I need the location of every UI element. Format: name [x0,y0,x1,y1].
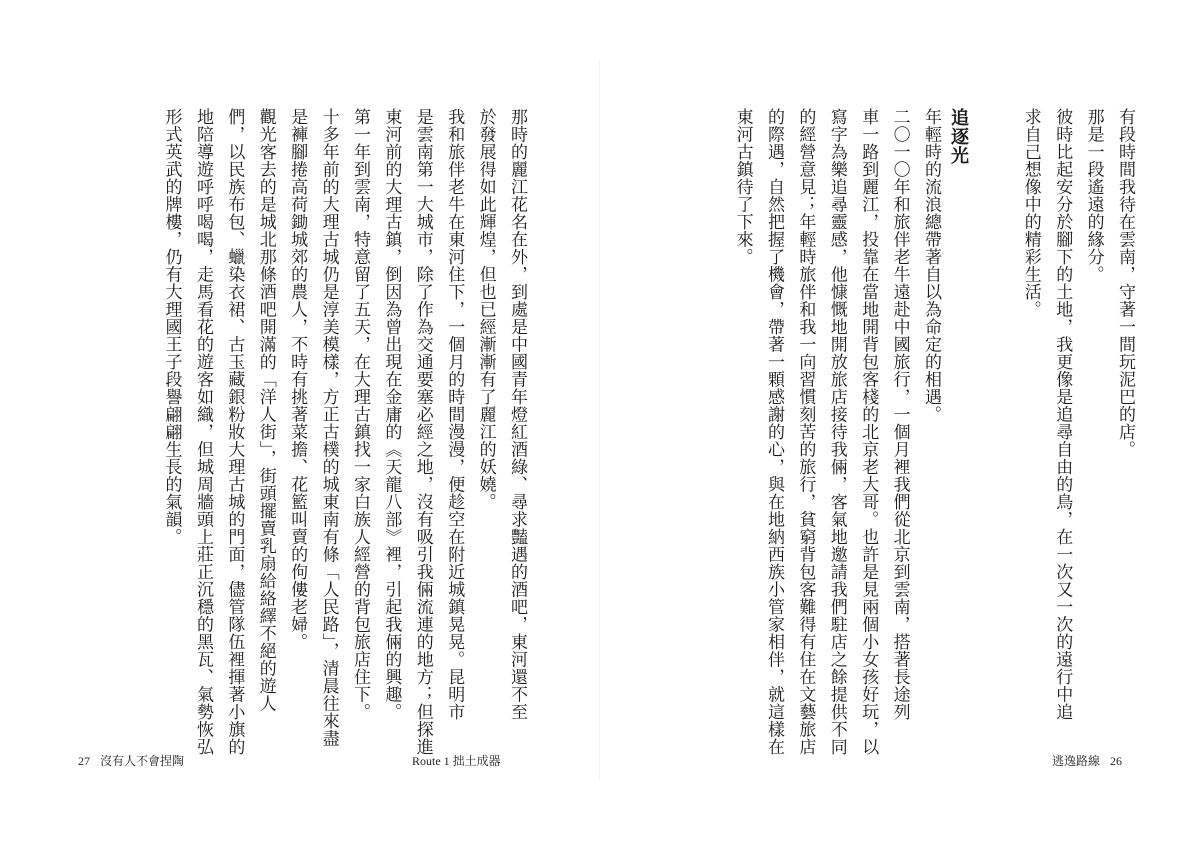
paragraph: 第一年到雲南，特意留了五天，在大理古鎮找一家白族人經營的背包旅店住下。 [349,108,370,721]
paragraph: 形式英武的牌樓，仍有大理國王子段譽翩翩生長的氣韻。 [161,108,182,546]
paragraph: 那是一段遙遠的緣分。 [1083,108,1104,283]
paragraph: 觀光客去的是城北那條酒吧開滿的「洋人街」，街頭擺賣乳扇給絡繹不絕的遊人 [255,108,276,712]
paragraph: 求自己想像中的精彩生活。 [1020,108,1041,318]
paragraph: 年輕時的流浪總帶著自以為命定的相遇。 [921,108,941,423]
paragraph: 的經營意見；年輕時旅伴和我一向習慣刻苦的旅行，貧窮背包客難得有住在文藝旅店 [795,108,816,756]
paragraph: 是雲南第一大城市，除了作為交通要塞必經之地，沒有吸引我倆流連的地方；但探進 [412,108,433,756]
paragraph: 於發展得如此輝煌，但也已經漸漸有了麗江的妖嬈。 [475,108,496,511]
page-number: 27 [78,754,90,768]
paragraph: 我和旅伴老牛在東河住下，一個月的時間漫漫，便趁空在附近城鎮晃晃。昆明市 [444,108,465,721]
paragraph: 十多年前的大理古城仍是淳美模樣，方正古樸的城東南有條「人民路」，清晨往來盡 [318,108,339,747]
paragraph: 有段時間我待在雲南，守著一間玩泥巴的店。 [1115,108,1135,458]
paragraph: 寫字為樂追尋靈感，他慷慨地開放旅店接待我倆，客氣地邀請我們駐店之餘提供不同 [826,108,847,756]
paragraph: 那時的麗江花名在外，到處是中國青年燈紅酒綠、尋求豔遇的酒吧，東河還不至 [507,108,527,721]
route-label: Route 1 拙土成器 [412,754,501,768]
left-page-body [155,108,532,756]
page-number: 26 [1110,754,1122,768]
left-page-footer [78,752,184,769]
chapter-title: 沒有人不會捏陶 [100,754,185,768]
book-title: 逃逸路線 [1051,754,1100,768]
paragraph: 二〇一〇年和旅伴老牛遠赴中國旅行，一個月裡我們從北京到雲南，搭著長途列 [889,108,910,721]
paragraph: 地陪導遊呼呼喝喝，走馬看花的遊客如織，但城周牆頭上莊正沉穩的黑瓦、氣勢恢弘 [192,108,213,756]
paragraph: 東河古鎮待了下來。 [732,108,753,266]
paragraph: 們，以民族布包、蠟染衣裙、古玉藏銀粉妝大理古城的門面，儘管隊伍裡揮著小旗的 [224,108,245,756]
paragraph: 車一路到麗江，投靠在當地開背包客棧的北京老大哥。也許是見兩個小女孩好玩，以 [858,108,879,756]
right-page-body [726,108,946,756]
paragraph: 東河前的大理古鎮，倒因為曾出現在金庸的《天龍八部》裡，引起我倆的興趣。 [381,108,402,721]
paragraph: 彼時比起安分於腳下的土地，我更像是追尋自由的鳥，在一次又一次的遠行中追 [1052,108,1073,721]
paragraph: 的際遇，自然把握了機會，帶著一顆感謝的心，與在地納西族小管家相伴，就這樣在 [763,108,784,756]
section-title: 追逐光 [948,108,969,165]
paragraph: 是褲腳捲高荷鋤城郊的農人，不時有挑著菜擔、花籃叫賣的佝僂老婦。 [287,108,308,651]
page-gutter [599,60,600,780]
right-page-footer [1052,752,1122,769]
right-page-intro [1014,108,1140,721]
